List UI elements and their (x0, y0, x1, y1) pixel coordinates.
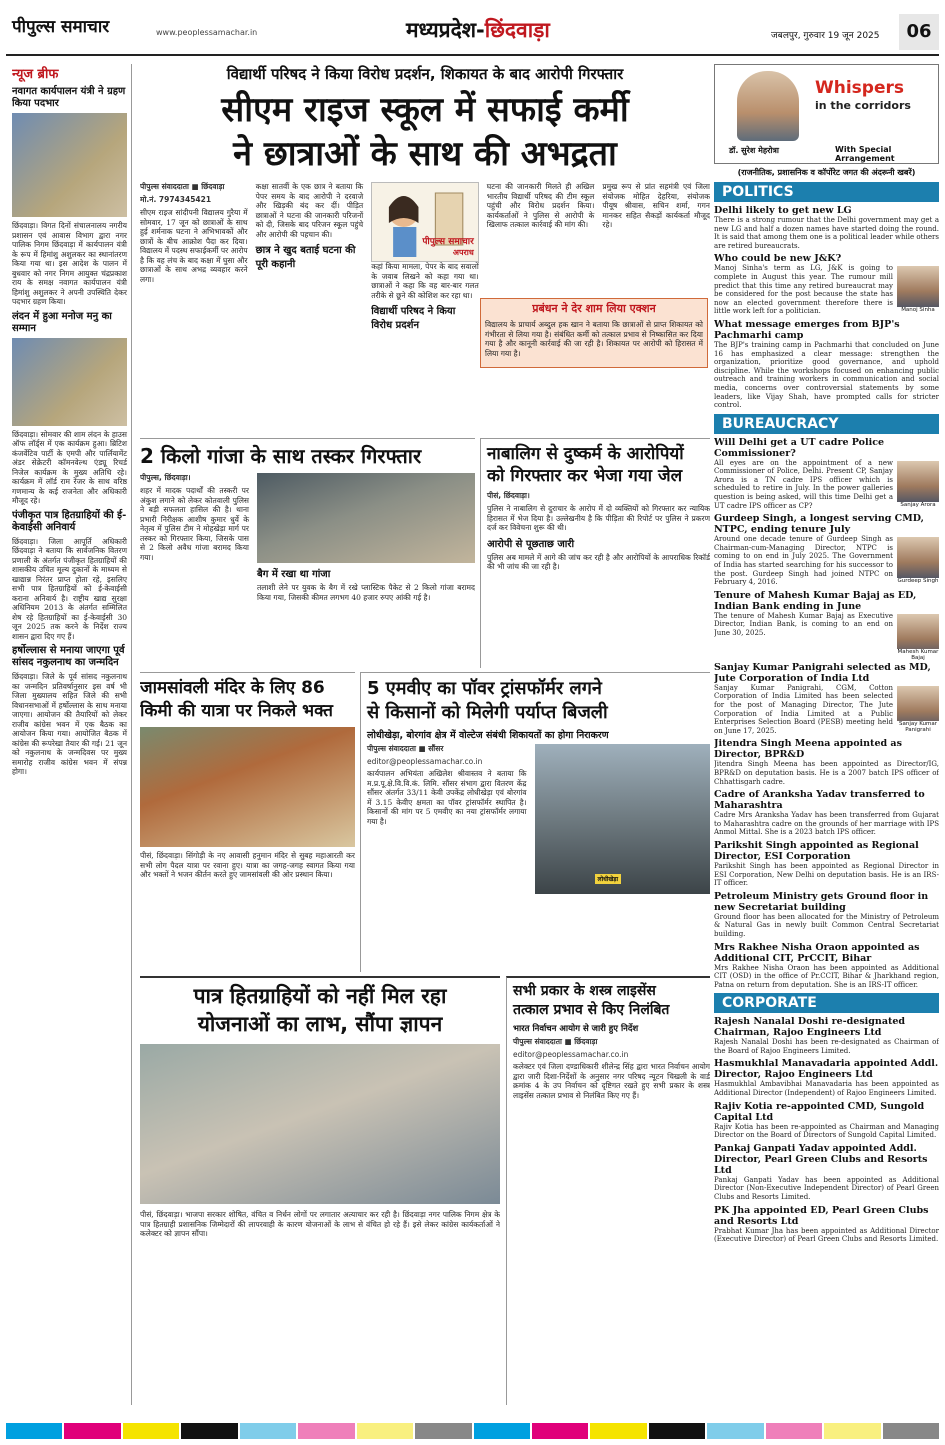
section-politics: POLITICS (714, 182, 939, 202)
byline: पीपुल्स संवाददाता ■ सौंसर (367, 744, 444, 753)
whispers-title-sub: in the corridors (815, 99, 911, 112)
transformer-subheading: लोधीखेड़ा, बोरगांव क्षेत्र में वोल्टेज संबंधी शिकायतों का होगा निराकरण (367, 730, 609, 741)
item-headline: Who could be new J&K? (714, 253, 842, 265)
article-text: पीसं, छिंदवाड़ा। भाजपा सरकार शोषित, वंचित व निर्धन लोगों पर लगातार अत्याचार कर रही है। छिंदवाड़ा नगर पालिक निगम क्षेत्र के पात्र हितग्राही प्रशासनिक जिम्मेदारों की लापरवाही के कारण योजनाओं के लाभ से वंचित हो रहे हैं। इसे लेकर कांग्रेस कार्यकर्ताओं ने कलेक्टर को ज्ञापन सौंपा। (140, 1210, 500, 1238)
columnist-name: डॉ. सुरेश मेहरोत्रा (729, 146, 779, 155)
license-headline (513, 982, 710, 1020)
jamsanvali-headline-line1: जामसांवली मंदिर के लिए 86 (140, 678, 325, 698)
page-number: 06 (899, 14, 939, 50)
item-text: There is a strong rumour that the Delhi government may get a new LG and half a dozen names have started doing the round. It is said that among them one is a political leader while others are retired bureaucrats. (714, 216, 939, 250)
ganja-col-1 (140, 473, 249, 602)
section-corporate: CORPORATE (714, 993, 939, 1013)
color-swatch (707, 1423, 763, 1439)
color-swatch (766, 1423, 822, 1439)
item-text: Rajesh Nanalal Doshi has been re-designated as Chairman of the Board of Rajoo Engineers Limited. (714, 1038, 939, 1055)
item-text: Hasmukhlal Ambavibhai Manavadaria has been appointed as Additional Director (Independent) of Rajoo Engineers Limited. (714, 1080, 939, 1098)
procession-photo (140, 727, 355, 847)
article-text: पीसं, छिंदवाड़ा। सिंगोड़ी के नए आवासी हनुमान मंदिर से सुबह महाआरती कर सभी लोग पैदल यात्रा पर रवाना हुए। यात्रा का जगह-जगह स्वागत किया गया और भक्तों ने भजन कीर्तन करते हुए जामसांवली की ओर प्रस्थान किया। (140, 851, 355, 879)
jamsanvali-headline-line2: किमी की यात्रा पर निकले भक्त (140, 701, 333, 721)
item-headline: Delhi likely to get new LG (714, 205, 852, 216)
transformer-col-1 (367, 744, 527, 894)
person-thumbnail (897, 461, 939, 507)
thumb-caption: Gurdeep Singh (897, 578, 939, 585)
special-arrangement: With Special Arrangement (835, 145, 895, 163)
license-headline-line1: सभी प्रकार के शस्त्र लाइसेंस (513, 983, 656, 999)
item-text: Around one decade tenure of Gurdeep Singh as Chairman-cum-Managing Director, NTPC is coming to on end in July 2025. The Government of India has started searching for his successor to the post. Gurdeep Singh had joined NTPC on February 4, 2016. (714, 535, 893, 587)
article-text: घटना की जानकारी मिलते ही अखिल भारतीय विद्यार्थी परिषद की टीम स्कूल पहुंची और विरोध प्रदर्शन किया। कार्यकर्ताओं ने पुलिस से आरोपी के खिलाफ तत्काल कार्रवाई की मांग की। (486, 182, 595, 229)
article-text: कक्षा सातवीं के एक छात्र ने बताया कि पेपर समय के बाद आरोपी ने दरवाजे और खिड़की बंद कर दीं। पीड़ित छात्राओं ने घटना की जानकारी परिजनों को दी, जिसके बाद परिजन स्कूल पहुंचे और आरोपी की पहचान की। (255, 182, 364, 239)
person-thumbnail (897, 266, 939, 312)
color-swatch (357, 1423, 413, 1439)
color-swatch (298, 1423, 354, 1439)
color-swatch (181, 1423, 237, 1439)
article-text: सीएम राइज सांदीपनी विद्यालय गुरैया में सोमवार, 17 जून को छात्राओं के साथ हुई शर्मनाक घटना ने अभिभावकों और छात्रों के बीच आक्रोश पैदा कर दिया। विद्यालय में पदस्थ सफाईकर्मी पर आरोप है कि वह लंच के बाद कक्षा में घुसा और छात्राओं के साथ अभद्र व्यवहार करने लगा। (140, 208, 248, 284)
lead-col-3 (371, 182, 479, 334)
pocso-headline-line1: नाबालिग से दुष्कर्म के आरोपियों (487, 444, 684, 464)
item-text: Pankaj Ganpati Yadav has been appointed as Additional Director (Non-Executive Independent Director) of Pearl Green Clubs and Resorts Limited. (714, 1175, 939, 1202)
brief-photo (12, 113, 127, 217)
item-headline: Tenure of Mahesh Kumar Bajaj as ED, Indian Bank ending in June (714, 589, 917, 612)
article-text: पुलिस अब मामले में आगे की जांच कर रही है और आरोपियों के आपराधिक रिकॉर्ड की भी जांच की जा रही है। (487, 552, 710, 571)
dateline: जबलपुर, गुरुवार 19 जून 2025 (771, 31, 880, 41)
article-text: प्रमुख रूप से प्रांत सहमंत्री एवं जिला संयोजक मोहित देहरिया, संयोजक पीयूष श्रीवास, सचिन शर्मा, गगन मानकर सहित सैकड़ों कार्यकर्ता मौजूद रहे। (602, 182, 710, 229)
action-box (480, 298, 708, 368)
action-box-text: विद्यालय के प्राचार्य अब्दुल हक खान ने बताया कि छात्राओं से प्राप्त शिकायत को गंभीरता से लिया गया है। संबंधित कर्मी को तत्काल प्रभाव से निष्कासित कर दिया गया है और कानूनी कार्रवाई की जा रही है। शिकायत पर आरोपी को हिरासत में लिया गया है। (485, 320, 703, 358)
transformer-columns (367, 744, 710, 894)
color-swatch (649, 1423, 705, 1439)
yojana-headline-line2: योजनाओं का लाभ, सौंपा ज्ञापन (197, 1012, 443, 1036)
lead-kicker: विद्यार्थी परिषद ने किया विरोध प्रदर्शन, शिकायत के बाद आरोपी गिरफ्तार (226, 65, 624, 83)
subheading: बैग में रखा था गांजा (257, 569, 331, 580)
transformer-headline-line2: से किसानों को मिलेगी पर्याप्त बिजली (367, 702, 608, 723)
brief-headline: हर्षोल्लास से मनाया जाएगा पूर्व सांसद नकुलनाथ का जन्मदिन (12, 645, 125, 668)
item-text: All eyes are on the appointment of a new Commissioner of Police, Delhi. Present CP, Sanjay Arora is a TN cadre IPS officer which is scheduled to retire in July. In the power galleries question is being asked, will this time Delhi get a UT cadre IPS officer as CP? (714, 458, 893, 510)
article-text: कलेक्टर एवं जिला दण्डाधिकारी शीलेन्द्र सिंह द्वारा भारत निर्वाचन आयोग द्वारा जारी दिशा-निर्देशों के अनुसार नगर परिषद न्यूटन चिखली के वार्ड क्रमांक 4 के उप निर्वाचन को दृष्टिगत रखते हुए सभी प्रकार के शस्त्र लाइसेंस तत्काल प्रभाव से निलंबित किए गए हैं। (513, 1062, 710, 1100)
item-text: Rajiv Kotia has been re-appointed as Chairman and Managing Director on the Board of Directors of Sungold Capital Limited. (714, 1122, 939, 1140)
color-swatch (474, 1423, 530, 1439)
brand-name: पीपुल्स समाचार (12, 17, 110, 37)
thumb-caption: Sanjay Arora (897, 502, 939, 508)
pocso-headline (487, 443, 710, 487)
email: editor@peoplessamachar.co.in (367, 757, 483, 766)
section-state: मध्यप्रदेश- (406, 18, 485, 42)
logo-text: पीपुल्स समाचार (422, 237, 474, 247)
license-subheading: भारत निर्वाचन आयोग से जारी हुए निर्देश (513, 1024, 639, 1034)
ganja-story (140, 438, 475, 668)
section-title (406, 16, 550, 44)
item-text: Ground floor has been allocated for the Ministry of Petroleum & Natural Gas in newly built Common Central Secretariat building. (714, 912, 939, 938)
news-brief-column (12, 64, 132, 1405)
license-headline-line2: तत्काल प्रभाव से किए निलंबित (513, 1002, 670, 1018)
item-headline: Rajesh Nanalal Doshi re-designated Chairman, Rajoo Engineers Ltd (714, 1016, 906, 1039)
person-thumbnail (897, 614, 939, 660)
item-text: Parikshit Singh has been appointed as Regional Director in ESI Corporation, New Delhi on deputation basis. He is an IRS-IT officer. (714, 861, 939, 888)
subheading: विद्यार्थी परिषद ने किया विरोध प्रदर्शन (371, 306, 456, 331)
item-headline: Rajiv Kotia re-appointed CMD, Sungold Capital Ltd (714, 1100, 925, 1123)
color-swatch (64, 1423, 120, 1439)
pocso-headline-line2: को गिरफ्तार कर भेजा गया जेल (487, 466, 683, 486)
lead-headline-line2: ने छात्राओं के साथ की अभद्रता (233, 134, 617, 174)
item-headline: Jitendra Singh Meena appointed as Director, BPR&D (714, 738, 902, 761)
news-brief-tag: न्यूज ब्रीफ (12, 67, 59, 82)
transformer-col-2 (535, 744, 710, 894)
brief-text: छिंदवाड़ा। सोमवार की शाम लंदन के हाउस ऑफ लॉर्ड्स में एक कार्यक्रम हुआ। ब्रिटिश कंजर्वेटिव पार्टी के एमपी और पार्लियामेंट अंडर सेक्रेटरी कॉमनवेल्थ एंड्यू रिचर्ड निजेल कार्यक्रम के मुख्य अतिथि रहे। कार्यक्रम में लॉर्ड राम रेंजर के साथ वरिष्ठ गणमान्य के कई राजनेता और अधिकारी मौजूद रहे। (12, 429, 127, 505)
transformer-headline (367, 677, 710, 725)
action-box-title: प्रबंधन ने देर शाम लिया एक्शन (532, 302, 656, 315)
brief-text: छिंदवाड़ा। जिला आपूर्ति अधिकारी छिंदवाड़ा ने बताया कि सार्वजनिक वितरण प्रणाली के अंतर्गत पंजीकृत हितग्राहियों की शासकीय उचित मूल्य दुकानों के माध्यम से खाद्यान्न निरंतर प्राप्त होता रहे, इसलिए सभी पात्र हितग्राहियों को ई-केवाईसी कराना अनिवार्य है। राष्ट्रीय खाद्य सुरक्षा अधिनियम 2013 के अंतर्गत सम्मिलित शेष रहे हितग्राहियों का ई-केवाईसी 30 जून 2025 तक करने के निर्देश राज्य शासन द्वारा दिए गए हैं। (12, 536, 127, 641)
whispers-header (714, 64, 939, 164)
yojana-headline-line1: पात्र हितग्राहियों को नहीं मिल रहा (193, 984, 447, 1008)
color-swatch (824, 1423, 880, 1439)
subheading: छात्र ने खुद बताई घटना की पूरी कहानी (255, 245, 356, 270)
color-swatch (240, 1423, 296, 1439)
lead-col-2 (256, 182, 364, 334)
transformer-label: लोधीखेड़ा (595, 874, 622, 884)
byline: पीपुल्स, छिंदवाड़ा। (140, 473, 191, 482)
ganja-columns (140, 473, 475, 602)
item-headline: Will Delhi get a UT cadre Police Commissioner? (714, 436, 885, 459)
item-headline: Gurdeep Singh, a longest serving CMD, NTPC, ending tenure July (714, 513, 924, 536)
article-text: कार्यपालन अभियंता अखिलेश श्रीवास्तव ने बताया कि म.प्र.पू.क्षे.वि.वि.कं. लिमि. सौंसर संभाग द्वारा वितरण केंद्र सौंसर अंतर्गत 33/11 केवी उपकेंद्र लोधीखेड़ा एवं बोरगांव में 3.15 केवीए क्षमता का पॉवर ट्रांसफॉर्मर स्थापित है। किसानों की मांग पर 5 एमवीए का नया ट्रांसफॉर्मर लगाया गया है। (367, 769, 527, 826)
logo-sub: अपराध (452, 248, 474, 257)
article-text: तलाशी लेने पर युवक के बैग में रखे प्लास्टिक पैकेट से 2 किलो गांजा बरामद किया गया, जिसकी कीमत लगभग 40 हजार रुपए आंकी गई है। (257, 583, 475, 602)
item-text: The BJP's training camp in Pachmarhi that concluded on June 16 has emphasized a clear message: strengthen the organization, prioritize good governance, and uphold discipline. While the workshops focused on enhancing public outreach and training workers in communication and social media, concerns over controversial statements by some leaders, like Vijay Shah, have prompted calls for stricter control. (714, 340, 939, 410)
transformer-headline-line1: 5 एमवीए का पॉवर ट्रांसफॉर्मर लगने (367, 678, 602, 699)
byline: पीपुल्स संवाददाता ■ छिंदवाड़ा (140, 182, 225, 191)
transformer-story (360, 672, 710, 972)
item-text: Sanjay Kumar Panigrahi, CGM, Cotton Corporation of India Limited has been selected for the post of Managing Director, The Jute Corporation of India Limited at a Public Enterprises Selection Board (PESB) meeting held on June 17, 2025. (714, 683, 893, 735)
person-thumbnail (897, 686, 939, 732)
whispers-title-main: Whispers (815, 78, 905, 98)
item-text: Jitendra Singh Meena has been appointed as Director/IG, BPR&D on deputation basis. He is a 2007 batch IPS officer of Chhattisgarh cadre. (714, 760, 939, 786)
color-swatch (123, 1423, 179, 1439)
police-photo (257, 473, 475, 563)
item-text: Prabhat Kumar Jha has been appointed as Additional Director (Executive Director) of Pearl Green Clubs and Resorts Limited. (714, 1226, 939, 1244)
mobile-number: मो.नं. 7974345421 (140, 195, 212, 204)
jamsanvali-headline (140, 677, 355, 723)
item-text: Manoj Sinha's term as LG, J&K is going to complete in August this year. The rumour mill predict that this time any retired bureaucrat may be considered for the post because the state has now an elected government therefore there is little work left for a politician. (714, 264, 893, 316)
ganja-col-2 (257, 473, 475, 602)
thumb-caption: Manoj Sinha (897, 307, 939, 313)
lead-headline (140, 88, 710, 176)
crime-illustration (371, 182, 479, 262)
item-headline: Sanjay Kumar Panigrahi selected as MD, Jute Corporation of India Ltd (714, 661, 931, 684)
color-swatch (532, 1423, 588, 1439)
center-content (140, 64, 710, 1405)
license-story (506, 976, 710, 1405)
email: editor@peoplessamachar.co.in (513, 1050, 629, 1059)
color-calibration-bar (6, 1423, 939, 1439)
lead-story (140, 64, 710, 434)
brief-text: छिंदवाड़ा। विगत दिनों संचालनालय नगरीय प्रशासन एवं आवास विभाग द्वारा नगर पालिक निगम छिंदवाड़ा में कार्यपालन यंत्री के रूप में हिमांशु अशुलकर का स्थानांतरण किया गया था। इस आदेश के पालन में बुधवार को नगर निगम आयुक्त चंद्रप्रकाश राय के समक्ष नवागत कार्यपालन यंत्री हिमांशु अशुलकर ने अपनी उपस्थिति देकर पदभार ग्रहण किया। (12, 221, 127, 306)
article-text: शहर में मादक पदार्थों की तस्करी पर अंकुश लगाने को लेकर कोतवाली पुलिस ने बड़ी सफलता हासिल की है। थाना प्रभारी निरीक्षक आशीष कुमार धुर्वे के नेतृत्व में पुलिस टीम ने मोहखेड़ा मार्ग पर तस्कर को गिरफ्तार किया, जिसके पास से 2 किलो अवैध गांजा बरामद किया गया। (140, 486, 249, 562)
item-headline: Mrs Rakhee Nisha Oraon appointed as Additional CIT, PrCCIT, Bihar (714, 941, 920, 964)
transformer-photo (535, 744, 710, 894)
memorandum-photo (140, 1044, 500, 1204)
item-text: Cadre Mrs Aranksha Yadav has been transferred from Gujarat to Maharashtra cadre on the grounds of her marriage with IPS Anmol Mittal. She is a 2023 batch IPS officer. (714, 811, 939, 837)
section-city: छिंदवाड़ा (484, 18, 550, 42)
item-headline: Petroleum Ministry gets Ground floor in new Secretariat building (714, 890, 929, 913)
color-swatch (415, 1423, 471, 1439)
item-headline: Parikshit Singh appointed as Regional Director, ESI Corporation (714, 839, 919, 862)
lead-headline-line1: सीएम राइज स्कूल में सफाई कर्मी (221, 90, 629, 130)
thumb-caption: Sanjay Kumar Panigrahi (898, 720, 938, 733)
item-headline: Pankaj Ganpati Yadav appointed Addl. Director, Pearl Green Clubs and Resorts Ltd (714, 1142, 928, 1176)
thumb-caption: Mahesh Kumar Bajaj (897, 648, 939, 661)
color-swatch (6, 1423, 62, 1439)
pocso-story (480, 438, 710, 668)
color-swatch (883, 1423, 939, 1439)
yojana-story (140, 976, 500, 1405)
color-swatch (590, 1423, 646, 1439)
whispers-title (815, 79, 911, 115)
lead-col-1 (140, 182, 248, 334)
byline: पीपुल्स संवाददाता ■ छिंदवाड़ा (513, 1037, 598, 1046)
item-text: The tenure of Mahesh Kumar Bajaj as Executive Director, Indian Bank, is coming to an end on June 30, 2025. (714, 611, 893, 637)
whispers-column (714, 64, 939, 1405)
jamsanvali-story (140, 672, 355, 972)
article-text: कहां किया मामला, पेपर के बाद सवालों के जवाब लिखने को कहा गया था। छात्राओं ने कहा कि वह बार-बार गलत तरीके से छूने की कोशिश कर रहा था। (371, 262, 479, 300)
masthead (6, 6, 939, 56)
brief-headline: लंदन में हुआ मनोज मनु का सम्मान (12, 310, 112, 334)
byline: पीसं, छिंदवाड़ा। (487, 491, 530, 500)
brief-photo (12, 338, 127, 426)
item-headline: PK Jha appointed ED, Pearl Green Clubs and Resorts Ltd (714, 1204, 929, 1227)
item-text: Mrs Rakhee Nisha Oraon has been appointed as Additional CIT (OSD) in the office of Pr.CCIT, Bihar & Jharkhand region, Patna on return from deputation. She is an IRS-IT officer. (714, 963, 939, 989)
person-thumbnail (897, 537, 939, 583)
brief-text: छिंदवाड़ा। जिले के पूर्व सांसद नकुलनाथ का जन्मदिन प्रतिवर्षानुसार इस वर्ष भी जिला मुख्यालय सहित जिले की सभी विधानसभाओं में हर्षोल्लास के साथ मनाया जाएगा। आयोजन की तैयारियों को लेकर राजीव कांग्रेस भवन में एक बैठक का आयोजन किया गया। आयोजित बैठक में कांग्रेस की रूपरेखा तैयार की गई। 21 जून को नकुलनाथ के जन्मदिवस पर मुख्य समारोह राजीव कांग्रेस भवन में संपन्न होगा। (12, 672, 127, 776)
ganja-headline: 2 किलो गांजा के साथ तस्कर गिरफ्तार (140, 444, 422, 468)
subheading: आरोपी से पूछताछ जारी (487, 538, 575, 550)
item-headline: Hasmukhlal Manavadaria appointed Addl. Director, Rajoo Engineers Ltd (714, 1058, 939, 1081)
section-bureaucracy: BUREAUCRACY (714, 414, 939, 434)
article-text: पुलिस ने नाबालिग से दुराचार के आरोप में दो व्यक्तियों को गिरफ्तार कर न्यायिक हिरासत में भेज दिया है। उल्लेखनीय है कि पीड़िता की रिपोर्ट पर पुलिस ने प्रकरण दर्ज कर विवेचना शुरू की थी। (487, 504, 710, 532)
item-headline: What message emerges from BJP's Pachmarhi camp (714, 318, 900, 341)
brief-headline: नवागत कार्यपालन यंत्री ने ग्रहण किया पदभार (12, 86, 126, 109)
item-headline: Cadre of Aranksha Yadav transferred to Maharashtra (714, 789, 925, 812)
columnist-photo (737, 71, 799, 141)
whispers-subtitle: (राजनीतिक, प्रशासनिक व कॉर्पोरेट जगत की अंदरूनी खबरें) (737, 168, 916, 177)
newspaper-page (6, 6, 939, 1439)
yojana-headline (140, 982, 500, 1038)
brief-headline: पंजीकृत पात्र हितग्राहियों की ई-केवाईसी अनिवार्य (12, 509, 127, 533)
brand-url: www.peoplessamachar.in (156, 28, 258, 37)
